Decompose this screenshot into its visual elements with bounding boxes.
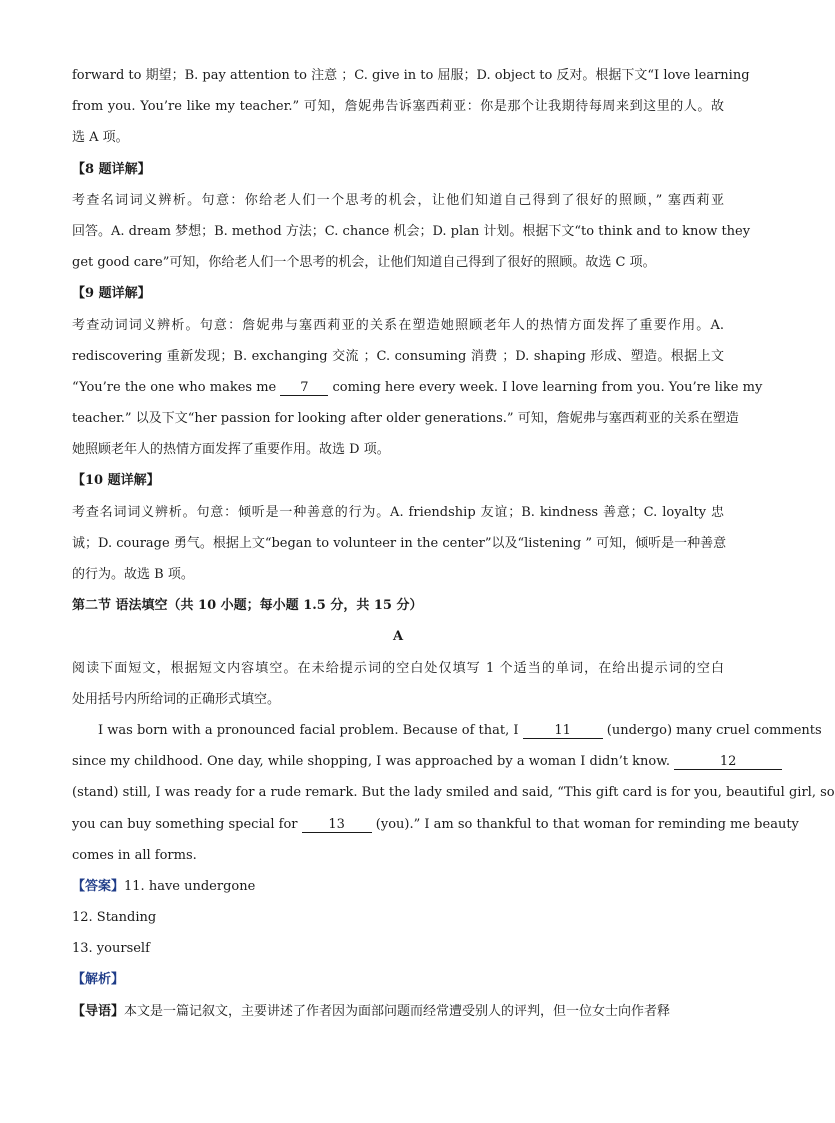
explanation-line: 的行为。故选 B 项。 (72, 567, 194, 582)
answer-12: 12. Standing (72, 910, 157, 926)
passage-text: (you).” I am so thankful to that woman for reminding me beauty (371, 816, 799, 832)
passage-text: (undergo) many cruel comments (602, 722, 822, 738)
passage-text: I was born with a pronounced facial problem. Because of that, I (98, 722, 523, 738)
instruction-line: 处用括号内所给词的正确形式填空。 (72, 691, 281, 707)
passage-text: you can buy something special for (72, 816, 302, 832)
explanation-line: from you. You’re like my teacher.” 可知，詹妮弗告诉塞西莉亚：你是那个让我期待每周来到这里的人。故 (72, 99, 724, 115)
quote-text: coming here every week. I love learning from you. You’re like my (328, 379, 763, 395)
explanation-line: 她照顾老年人的热情方面发挥了重要作用。故选 D 项。 (72, 442, 390, 458)
explanation-line: 诚；D. courage 勇气。根据上文“began to volunteer in the center”以及“listening ” 可知，倾听是一种善意 (72, 535, 727, 551)
passage-line (72, 746, 737, 777)
blank-7: 7 (280, 381, 328, 396)
explanation-line: forward to 期望；B. pay attention to 注意 ；C. give in to 屈服；D. object to 反对。根据下文“I love learning (72, 68, 750, 83)
q9-header: 【9 题详解】 (72, 286, 151, 302)
blank-11: 11 (523, 724, 603, 739)
q8-header: 【8 题详解】 (72, 161, 151, 177)
passage-line: (stand) still, I was ready for a rude remark. But the lady smiled and said, “This gift card is for you, beautiful girl, so (72, 785, 835, 801)
answer-13: 13. yourself (72, 941, 150, 957)
document-page (72, 60, 835, 1027)
guide-text: 本文是一篇记叙文，主要讲述了作者因为面部问题而经常遭受别人的评判，但一位女士向作者释 (124, 1003, 671, 1019)
q10-header: 【10 题详解】 (72, 473, 160, 489)
part-label: A (392, 629, 404, 645)
passage-text: since my childhood. One day, while shopping, I was approached by a woman I didn’t know. (72, 754, 675, 770)
blank-13: 13 (302, 818, 372, 833)
passage-line: comes in all forms. (72, 847, 197, 863)
answer-label: 【答案】 (72, 878, 125, 894)
section-title: 第二节 语法填空（共 10 小题；每小题 1.5 分，共 15 分） (72, 598, 423, 614)
passage-line (72, 809, 799, 840)
explanation-line: 回答。A. dream 梦想；B. method 方法；C. chance 机会；D. plan 计划。根据下文“to think and to know they (72, 223, 751, 239)
answer-line (72, 871, 724, 902)
explanation-line: rediscovering 重新发现；B. exchanging 交流 ；C. consuming 消费 ；D. shaping 形成、塑造。根据上文 (72, 348, 724, 364)
analysis-label: 【解析】 (72, 972, 125, 988)
blank-12: 12 (674, 755, 782, 770)
explanation-line: 选 A 项。 (72, 130, 129, 146)
explanation-line: 考查动词词义辨析。句意：詹妮弗与塞西莉亚的关系在塑造她照顾老年人的热情方面发挥了重要作用。A. (72, 317, 724, 333)
explanation-line: 考查名词词义辨析。句意：倾听是一种善意的行为。A. friendship 友谊；B. kindness 善意；C. loyalty 忠 (72, 504, 724, 520)
guide-label: 【导语】 (72, 1003, 125, 1019)
explanation-line: teacher.” 以及下文“her passion for looking after older generations.” 可知，詹妮弗与塞西莉亚的关系在塑造 (72, 411, 739, 427)
passage-line (72, 715, 822, 746)
explanation-line: get good care”可知，你给老人们一个思考的机会，让他们知道自己得到了很好的照顾。故选 C 项。 (72, 255, 656, 271)
explanation-line (72, 372, 763, 403)
explanation-line: 考查名词词义辨析。句意：你给老人们一个思考的机会，让他们知道自己得到了很好的照顾，” 塞西莉亚 (72, 192, 724, 208)
answer-11: 11. have undergone (124, 878, 256, 894)
quote-text: “You’re the one who makes me (72, 379, 281, 395)
instruction-line: 阅读下面短文，根据短文内容填空。在未给提示词的空白处仅填写 1 个适当的单词，在给出提示词的空白 (72, 660, 724, 676)
guide-line (72, 996, 724, 1027)
